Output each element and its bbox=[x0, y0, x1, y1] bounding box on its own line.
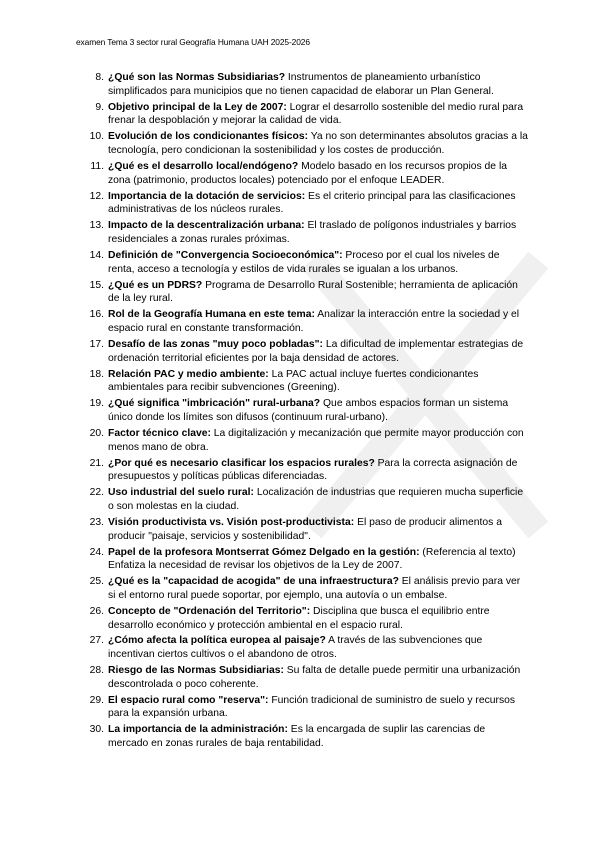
item-term: Evolución de los condicionantes físicos: bbox=[108, 131, 309, 143]
list-item bbox=[88, 338, 528, 365]
item-term: Riesgo de las Normas Subsidiarias: bbox=[108, 665, 284, 677]
item-term: Visión productivista vs. Visión post-productivista: bbox=[108, 516, 355, 528]
list-item bbox=[88, 634, 528, 661]
item-number: 19. bbox=[89, 398, 104, 410]
list-item bbox=[88, 130, 528, 157]
item-term: ¿Qué son las Normas Subsidiarias? bbox=[108, 72, 286, 83]
item-number: 16. bbox=[89, 309, 104, 321]
item-definition: Proceso por el cual los niveles de renta, acceso a tecnología y estilos de vida rurales se igualan a los urbanos. bbox=[108, 249, 500, 275]
item-definition: Es la encargada de suplir las carencias de mercado en zonas rurales de baja rentabilidad. bbox=[108, 724, 486, 750]
item-term: Papel de la profesora Montserrat Gómez Delgado en la gestión: bbox=[108, 546, 420, 558]
item-definition: Programa de Desarrollo Rural Sostenible; herramienta de aplicación de la ley rural. bbox=[108, 279, 518, 305]
item-definition: La PAC actual incluye fuertes condicionantes ambientales para recibir subvenciones (Greening). bbox=[108, 368, 479, 394]
item-number: 9. bbox=[95, 101, 104, 113]
item-definition: Instrumentos de planeamiento urbanístico simplificados para municipios que no tienen capacidad de elaborar un Plan General. bbox=[108, 72, 494, 97]
list-item bbox=[88, 219, 528, 246]
item-term: ¿Por qué es necesario clasificar los espacios rurales? bbox=[108, 457, 375, 469]
list-item bbox=[88, 516, 528, 543]
list-item bbox=[88, 575, 528, 602]
question-list bbox=[88, 71, 528, 753]
item-term: ¿Qué es la "capacidad de acogida" de una infraestructura? bbox=[108, 576, 399, 588]
item-definition: A través de las subvenciones que incentivan ciertos cultivos o el abandono de otros. bbox=[108, 635, 483, 661]
item-term: Importancia de la dotación de servicios: bbox=[108, 190, 306, 202]
item-definition: Modelo basado en los recursos propios de la zona (patrimonio, productos locales) potenciado por el enfoque LEADER. bbox=[108, 160, 507, 186]
list-item bbox=[88, 664, 528, 691]
item-number: 24. bbox=[89, 546, 104, 558]
item-term: Concepto de "Ordenación del Territorio": bbox=[108, 605, 311, 617]
list-item bbox=[88, 397, 528, 424]
list-item bbox=[88, 605, 528, 632]
item-definition: La digitalización y mecanización que permite mayor producción con menos mano de obra. bbox=[108, 427, 524, 453]
list-item bbox=[88, 101, 528, 128]
page-header: examen Tema 3 sector rural Geografía Humana UAH 2025-2026 bbox=[76, 37, 310, 47]
item-term: Uso industrial del suelo rural: bbox=[108, 487, 254, 499]
item-term: Objetivo principal de la Ley de 2007: bbox=[108, 101, 287, 113]
item-definition: Para la correcta asignación de presupuestos y políticas públicas diferenciadas. bbox=[108, 457, 518, 483]
item-definition: Función tradicional de suministro de suelo y recursos para la expansión urbana. bbox=[108, 694, 516, 720]
list-item bbox=[88, 427, 528, 454]
item-number: 27. bbox=[89, 635, 104, 647]
item-term: ¿Qué es un PDRS? bbox=[108, 279, 203, 291]
item-definition: Que ambos espacios forman un sistema único donde los límites son difusos (continuum rural-urbano). bbox=[108, 398, 509, 423]
item-number: 15. bbox=[89, 279, 104, 291]
item-definition: Su falta de detalle puede permitir una urbanización descontrolada o poco coherente. bbox=[108, 665, 521, 690]
item-number: 20. bbox=[89, 427, 104, 439]
item-number: 29. bbox=[89, 694, 104, 706]
item-term: Definición de "Convergencia Socioeconómica": bbox=[108, 249, 343, 261]
item-term: Desafío de las zonas "muy poco pobladas": bbox=[108, 338, 324, 350]
list-item bbox=[88, 368, 528, 395]
item-term: Impacto de la descentralización urbana: bbox=[108, 220, 305, 232]
item-definition: Analizar la interacción entre la sociedad y el espacio rural en constante transformación. bbox=[108, 309, 520, 334]
item-definition: El análisis previo para ver si el entorno rural puede soportar, por ejemplo, una autovía o un embalse. bbox=[108, 576, 521, 601]
item-number: 22. bbox=[89, 487, 104, 499]
list-item bbox=[88, 546, 528, 573]
item-number: 18. bbox=[89, 368, 104, 380]
list-item bbox=[88, 457, 528, 484]
item-definition: El traslado de polígonos industriales y barrios residenciales a zonas rurales próximas. bbox=[108, 220, 517, 245]
item-number: 28. bbox=[89, 665, 104, 677]
list-item bbox=[88, 71, 528, 98]
item-number: 8. bbox=[95, 72, 104, 83]
item-definition: El paso de producir alimentos a producir "paisaje, servicios y sostenibilidad". bbox=[108, 516, 502, 542]
list-item bbox=[88, 723, 528, 750]
item-term: ¿Qué significa "imbricación" rural-urbana? bbox=[108, 398, 321, 410]
item-definition: Lograr el desarrollo sostenible del medio rural para frenar la despoblación y mejorar la calidad de vida. bbox=[108, 101, 524, 127]
item-definition: (Referencia al texto) Enfatiza la necesidad de revisar los objetivos de la Ley de 2007. bbox=[108, 546, 516, 572]
item-number: 21. bbox=[89, 457, 104, 469]
item-definition: Localización de industrias que requieren mucha superficie o son molestas en la ciudad. bbox=[108, 487, 524, 512]
item-number: 25. bbox=[89, 576, 104, 588]
item-number: 26. bbox=[89, 605, 104, 617]
item-term: Relación PAC y medio ambiente: bbox=[108, 368, 269, 380]
item-term: ¿Qué es el desarrollo local/endógeno? bbox=[108, 160, 299, 172]
item-definition: Es el criterio principal para las clasificaciones administrativas de los núcleos rurales. bbox=[108, 190, 516, 216]
item-number: 11. bbox=[90, 160, 104, 172]
list-item bbox=[88, 190, 528, 217]
list-item bbox=[88, 160, 528, 187]
item-number: 23. bbox=[89, 516, 104, 528]
item-number: 12. bbox=[89, 190, 104, 202]
list-item bbox=[88, 486, 528, 513]
list-item bbox=[88, 308, 528, 335]
item-term: Factor técnico clave: bbox=[108, 427, 211, 439]
list-item bbox=[88, 279, 528, 306]
item-number: 30. bbox=[89, 724, 104, 736]
item-definition: Disciplina que busca el equilibrio entre desarrollo económico y protección ambiental en el espacio rural. bbox=[108, 605, 490, 631]
item-term: Rol de la Geografía Humana en este tema: bbox=[108, 309, 315, 321]
item-number: 14. bbox=[89, 249, 104, 261]
list-item bbox=[88, 694, 528, 721]
item-term: La importancia de la administración: bbox=[108, 724, 288, 736]
item-definition: La dificultad de implementar estrategias de ordenación territorial eficientes por la baja densidad de actores. bbox=[108, 338, 524, 364]
item-number: 10. bbox=[89, 131, 104, 143]
item-definition: Ya no son determinantes absolutos gracias a la tecnología, pero condicionan la sostenibilidad y los costes de producción. bbox=[108, 131, 528, 157]
item-number: 13. bbox=[89, 220, 104, 232]
list-item bbox=[88, 249, 528, 276]
item-number: 17. bbox=[89, 338, 104, 350]
item-term: ¿Cómo afecta la política europea al paisaje? bbox=[108, 635, 326, 647]
item-term: El espacio rural como "reserva": bbox=[108, 694, 269, 706]
